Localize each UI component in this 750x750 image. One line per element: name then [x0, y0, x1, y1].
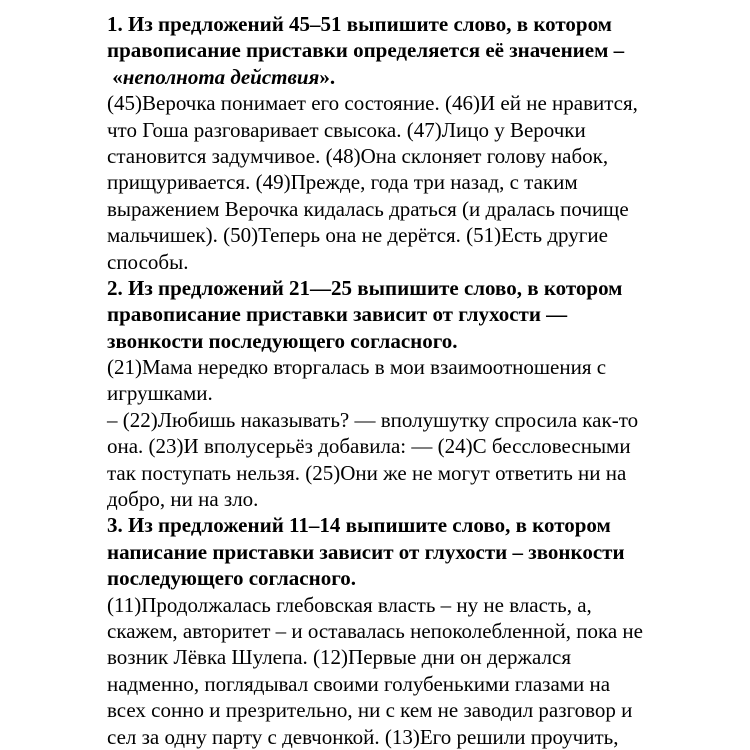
task-1 — [107, 11, 737, 275]
task-2-question-line: звонкости последующего согласного. — [107, 328, 458, 353]
task-2-text-line: она. (23)И вполусерьёз добавила: — (24)С бессловесными — [107, 434, 631, 459]
task-2-text-line: так поступать нельзя. (25)Они же не могут ответить ни на — [107, 460, 627, 485]
task-3-text-line: скажем, авторитет – и оставалась непоколебленной, пока не — [107, 618, 643, 643]
task-2-text-line: – (22)Любишь наказывать? — вполушутку спросила как-то — [107, 407, 639, 432]
task-3-question-line: написание приставки зависит от глухости – звонкости — [107, 539, 625, 564]
task-3-text-line: возник Лёвка Шулепа. (12)Первые дни он держался — [107, 645, 571, 670]
task-1-question-emphasis-line — [107, 64, 737, 90]
task-1-text-line: выражением Верочка кидалась драться (и дралась почище — [107, 196, 629, 221]
task-3-text-line: всех сонно и презрительно, ни с кем не заводил разговор и — [107, 698, 633, 723]
document-page — [107, 11, 737, 750]
task-1-text-line: (45)Верочка понимает его состояние. (46)И ей не нравится, — [107, 91, 638, 116]
task-1-text-line: становится задумчивое. (48)Она склоняет голову набок, — [107, 143, 609, 168]
task-3-question-line: последующего согласного. — [107, 566, 356, 591]
task-2-text-line: игрушками. — [107, 381, 213, 406]
task-1-text-line: мальчишек). (50)Теперь она не дерётся. (51)Есть другие — [107, 223, 608, 248]
task-1-text-line: способы. — [107, 249, 189, 274]
task-3 — [107, 512, 737, 750]
task-3-text-line: сел за одну парту с девчонкой. (13)Его решили проучить, — [107, 724, 619, 749]
task-1-emphasis-open: « — [107, 64, 123, 89]
task-1-text-line: прищуривается. (49)Прежде, года три назад, с таким — [107, 170, 578, 195]
task-2-question-line: 2. Из предложений 21—25 выпишите слово, в котором — [107, 275, 623, 300]
task-3-text-line: надменно, поглядывал своими голубенькими глазами на — [107, 671, 611, 696]
task-2-question-line: правописание приставки зависит от глухости — — [107, 302, 568, 327]
task-1-emphasis-close: ». — [319, 64, 336, 89]
task-2-text-line: (21)Мама нередко вторгалась в мои взаимоотношения с — [107, 355, 607, 380]
task-2 — [107, 275, 737, 513]
task-1-question-line: 1. Из предложений 45–51 выпишите слово, в котором — [107, 12, 612, 36]
task-1-emphasis-term: неполнота действия — [122, 64, 320, 89]
task-3-text-line: (11)Продолжалась глебовская власть – ну не власть, а, — [107, 592, 592, 617]
task-1-question-line: правописание приставки определяется её значением – — [107, 38, 625, 63]
task-3-question-line: 3. Из предложений 11–14 выпишите слово, в котором — [107, 513, 611, 538]
task-2-text-line: добро, ни на зло. — [107, 487, 259, 512]
task-1-text-line: что Гоша разговаривает свысока. (47)Лицо у Верочки — [107, 117, 586, 142]
